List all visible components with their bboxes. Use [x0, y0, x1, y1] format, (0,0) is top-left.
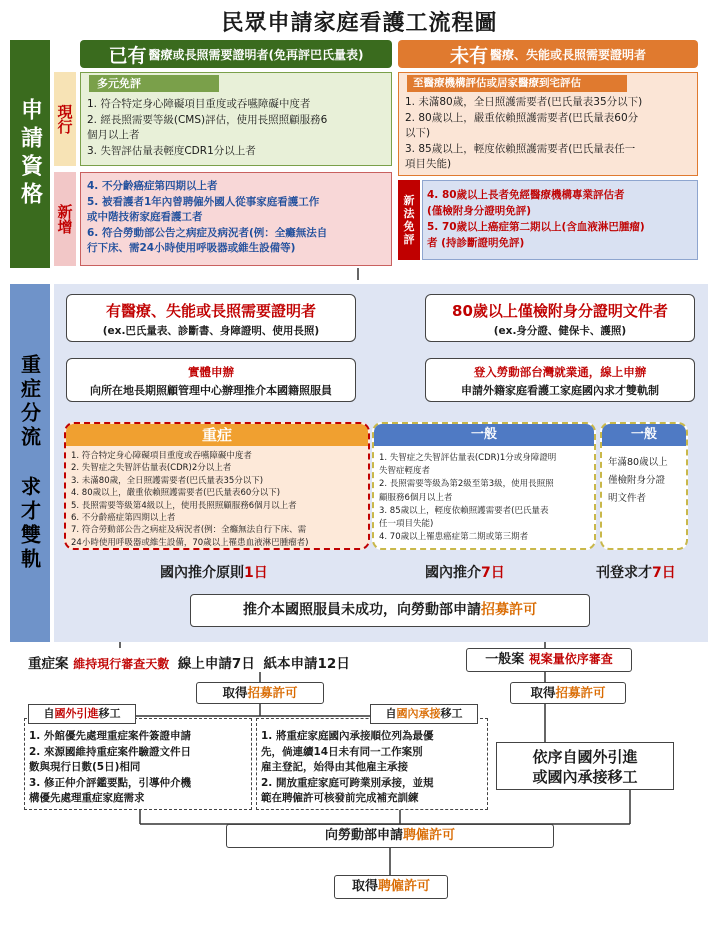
list-item: 1. 符合特定身心障礙項目重度或吞嚥障礙中度者 [71, 451, 252, 461]
list-item: 4. 80歲以上，嚴重依賴照護需要者(巴氏量表60分以下) [71, 488, 281, 499]
page-title: 民眾申請家庭看護工流程圖 [221, 11, 498, 36]
general-case-box [466, 648, 632, 672]
eval-sub: 至醫療機構評估或居家醫療到宅評估 [407, 75, 627, 92]
apply-hire-em: 聘僱許可 [403, 828, 456, 843]
list-item: 4. 70歲以上罹患癌症第二期或第三期者 [379, 532, 529, 543]
general-order: 視案量依序審查 [528, 652, 613, 666]
list-item: 5. 長照需要等級第4級以上，使用長照照顧服務6個月以上者 [71, 500, 297, 511]
list-item: 5. 70歲以上癌症第二期以上(含血液淋巴腫瘤) [427, 221, 645, 233]
general-result-2: 或國內承接移工 [532, 768, 638, 786]
side-label-triage [10, 284, 50, 642]
domestic-label-post: 移工 [440, 707, 463, 720]
list-item: 24小時使用呼吸器或維生設備，70歲以上罹患血液淋巴腫瘤者) [71, 537, 309, 548]
get-recruit-right [510, 682, 626, 704]
list-item: 4. 80歲以上長者免經醫療機構專業評估者 [427, 189, 625, 201]
severe-paper: 紙本申請12日 [263, 656, 350, 672]
exempt-panel [422, 180, 698, 260]
eval-panel [398, 72, 698, 176]
abroad-label-post: 移工 [98, 707, 121, 720]
abroad-panel [24, 718, 252, 810]
list-item: 個月以上者 [87, 129, 140, 141]
list-item: 3. 失智評估量表輕度CDR1分以上者 [87, 144, 256, 157]
list-item: 者 (持診斷證明免評) [427, 237, 525, 249]
list-item: 6. 不分齡癌症第四期以上者 [71, 513, 176, 524]
list-item: 2. 來源國維持重症案件驗證文件日 [29, 745, 191, 758]
list-item: (僅檢附身分證明免評) [427, 205, 532, 217]
get-recruit-left-em: 招募許可 [247, 685, 298, 700]
general-label: 一般 [374, 424, 594, 446]
domestic-label [370, 704, 478, 724]
exempt-label: 新法免評 [398, 180, 420, 260]
days-general [425, 562, 505, 582]
list-item: 1. 失智症之失智評估量表(CDR)1分或身障證明 [379, 453, 557, 463]
new-label: 新增 [54, 172, 76, 266]
right-step-body: 申請外籍家庭看護工家庭國內求才雙軌制 [461, 384, 659, 397]
list-item: 2. 開放重症家庭可跨業別承接，並規 [261, 776, 434, 789]
list-item: 1. 未滿80歲，全日照護需要者(巴氏量表35分以下) [405, 96, 643, 108]
list-item: 失智症輕度者 [379, 466, 431, 477]
apply-hire-pre: 向勞動部申請 [324, 828, 403, 843]
days-general2-num: 7日 [652, 565, 676, 581]
eval-list [405, 95, 642, 173]
list-item: 任一項目失能) [379, 519, 434, 530]
get-recruit-left-pre: 取得 [222, 685, 248, 700]
get-hire-em: 聘僱許可 [378, 879, 431, 894]
get-recruit-right-pre: 取得 [530, 685, 556, 700]
left-step-body: 向所在地長期照顧管理中心辦理推介本國籍照服員 [90, 384, 332, 397]
right-step-box [425, 358, 695, 402]
domestic-label-pre: 自 [385, 707, 397, 720]
list-item: 7. 符合勞動部公告之病症及病況者(例：全癱無法自行下床、需 [71, 525, 307, 536]
fail-box [190, 594, 590, 627]
list-item: 年滿80歲以上 [608, 457, 668, 468]
list-item: 僅檢附身分證 [608, 475, 666, 486]
right-proof-title: 80歲以上僅檢附身分證明文件者 [452, 302, 668, 320]
list-item: 5. 被看護者1年內曾聘僱外國人從事家庭看護工作 [87, 195, 320, 208]
general-result-box [496, 742, 674, 790]
list-item: 1. 符合特定身心障礙項目重度或吞嚥障礙中度者 [87, 98, 311, 110]
left-step-title: 實體申辦 [188, 365, 234, 379]
current-label: 現行 [54, 72, 76, 166]
left-proof-box [66, 294, 356, 342]
list-item: 構優先處理重症家庭需求 [29, 792, 145, 804]
exempt-list [427, 187, 645, 251]
new-list [87, 179, 327, 257]
general-result-1: 依序自國外引進 [532, 748, 638, 766]
general-panel [372, 422, 596, 550]
list-item: 行下床、需24小時使用呼吸器或維生設備等) [87, 242, 296, 254]
get-hire-pre: 取得 [351, 879, 378, 894]
days-severe-num: 1日 [244, 565, 268, 581]
list-item: 雇主登記，始得由其他雇主承接 [261, 761, 408, 773]
get-hire-box [334, 875, 448, 899]
header-not-rest: 醫療、失能或長照需要證明者 [490, 47, 647, 62]
list-item: 2. 80歲以上，嚴重依賴照護需要者(巴氏量表60分 [405, 111, 639, 124]
list-item: 2. 失智症之失智評估量表(CDR)2分以上者 [71, 463, 232, 474]
severe-case: 重症案 [28, 656, 69, 672]
new-panel [80, 172, 392, 266]
abroad-label [28, 704, 136, 724]
list-item: 3. 85歲以上，輕度依賴照護需要者(巴氏量表任一 [405, 142, 636, 155]
days-general2 [596, 562, 676, 582]
apply-hire-box [226, 824, 554, 848]
abroad-list [29, 729, 191, 807]
list-item: 數與現行日數(5日)相同 [29, 761, 141, 773]
list-item: 或中階技術家庭看護工者 [87, 211, 203, 223]
list-item: 4. 不分齡癌症第四期以上者 [87, 180, 218, 192]
side-label-triage-1: 重症分流 [17, 354, 42, 450]
days-general-num: 7日 [481, 565, 505, 581]
list-item: 以下) [405, 127, 431, 139]
days-severe-pre: 國內推介原則 [160, 565, 244, 581]
list-item: 2. 長照需要等級為第2級至第3級，使用長照照 [379, 479, 554, 490]
side-label-triage-2: 求才雙軌 [17, 476, 42, 572]
domestic-panel [256, 718, 488, 810]
right-proof-box [425, 294, 695, 342]
general2-list [608, 454, 668, 508]
right-proof-sub: (ex.身分證、健保卡、護照) [493, 325, 627, 337]
days-general-pre: 國內推介 [425, 565, 481, 581]
list-item: 先，倘連續14日未有同一工作案別 [261, 745, 423, 758]
list-item: 2. 經長照需要等級(CMS)評估，使用長照照顧服務6 [87, 113, 328, 126]
abroad-label-pre: 自 [43, 707, 55, 720]
list-item: 明文件者 [608, 493, 647, 504]
header-no-proof [398, 40, 698, 68]
severe-list [71, 450, 308, 549]
get-recruit-right-em: 招募許可 [555, 685, 606, 700]
list-item: 3. 85歲以上，輕度依賴照護需要者(巴氏量表 [379, 505, 549, 516]
domestic-label-em: 國內承接 [396, 707, 441, 720]
header-not-big: 未有 [449, 44, 488, 67]
multi-exempt-panel [80, 72, 392, 166]
list-item: 1. 將重症家庭國內承接順位列為最優 [261, 730, 434, 742]
list-item: 範在聘僱許可核發前完成補充訓練 [261, 792, 419, 804]
general-case: 一般案 [485, 652, 525, 667]
header-has-proof [80, 40, 392, 68]
list-item: 顧服務6個月以上者 [379, 492, 453, 503]
severe-label: 重症 [66, 424, 368, 446]
general-list [379, 452, 556, 544]
left-proof-title: 有醫療、失能或長照需要證明者 [105, 302, 316, 320]
days-severe [160, 562, 268, 582]
list-item: 6. 符合勞動部公告之病症及病況者(例：全癱無法自 [87, 226, 328, 239]
severe-case-line [28, 652, 350, 672]
side-label-eligibility: 申請資格 [10, 40, 50, 268]
header-has-rest: 醫療或長照需要證明者(免再評巴氏量表) [148, 47, 364, 62]
general2-label: 一般 [602, 424, 686, 446]
left-step-box [66, 358, 356, 402]
get-recruit-left [196, 682, 324, 704]
severe-keep: 維持現行審查天數 [73, 657, 170, 671]
list-item: 3. 修正仲介評鑑要點，引導仲介機 [29, 776, 191, 789]
multi-exempt-list [87, 97, 327, 159]
abroad-label-em: 國外引進 [54, 707, 99, 720]
severe-panel [64, 422, 370, 550]
severe-online: 線上申請7日 [177, 656, 255, 672]
list-item: 項目失能) [405, 158, 452, 170]
multi-exempt-sub: 多元免評 [89, 75, 219, 92]
list-item: 3. 未滿80歲，全日照護需要者(巴氏量表35分以下) [71, 475, 264, 486]
right-step-title: 登入勞動部台灣就業通，線上申辦 [473, 365, 647, 379]
header-has-big: 已有 [108, 44, 147, 67]
fail-pre: 推介本國照服員未成功，向勞動部申請 [243, 602, 481, 618]
days-general2-pre: 刊登求才 [596, 565, 652, 581]
fail-em: 招募許可 [481, 602, 537, 618]
list-item: 1. 外館優先處理重症案件簽證申請 [29, 730, 191, 742]
general2-panel [600, 422, 688, 550]
left-proof-sub: (ex.巴氏量表、診斷書、身障證明、使用長照) [102, 325, 320, 337]
domestic-list [261, 729, 433, 807]
